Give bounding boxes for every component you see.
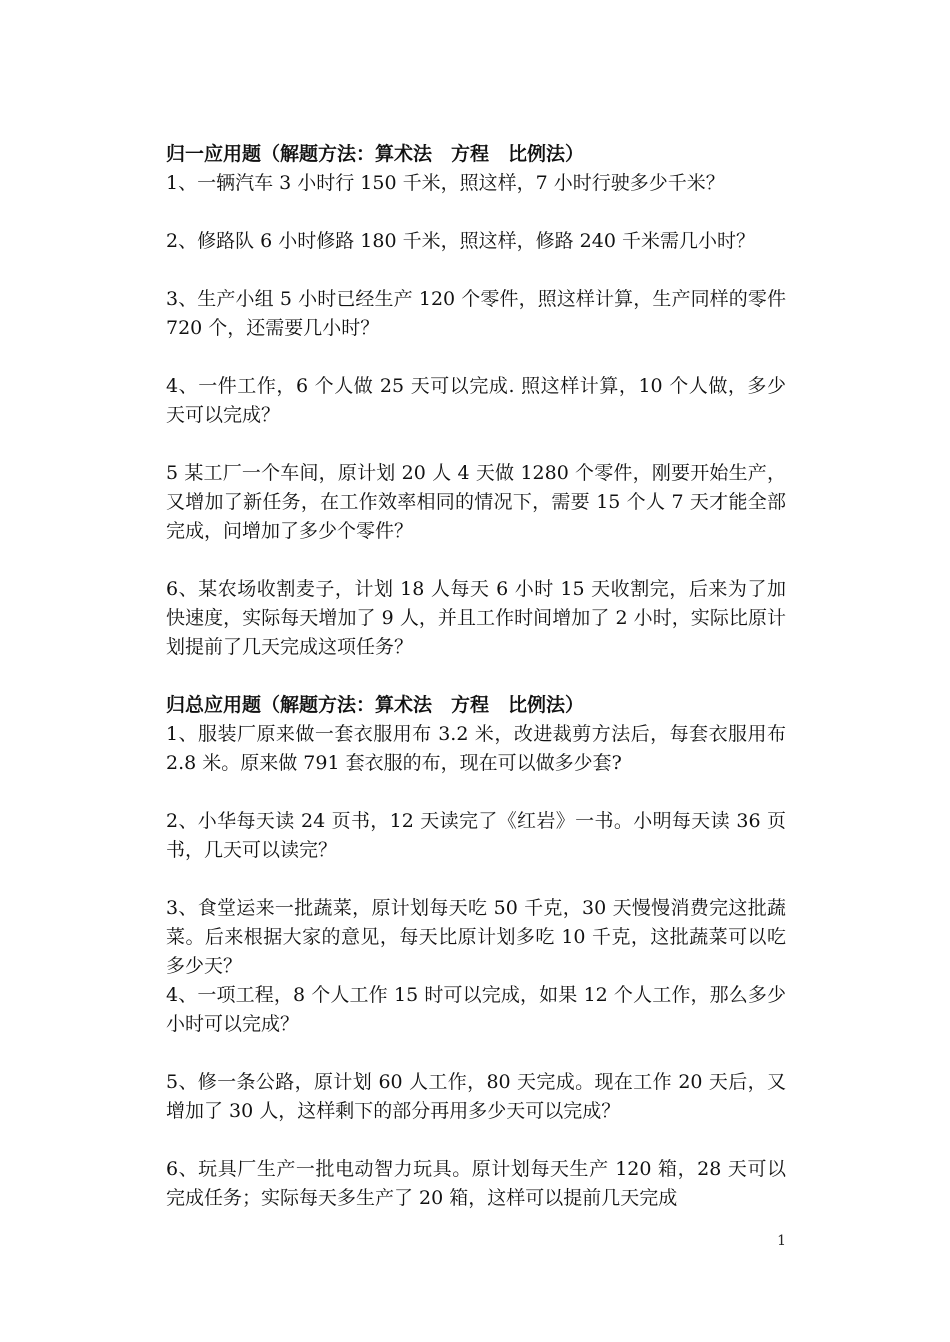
problem-2-4: 4、一项工程，8 个人工作 15 时可以完成，如果 12 个人工作，那么多少小时可以完成？ <box>166 984 786 1035</box>
problem-1-4: 4、一件工作，6 个人做 25 天可以完成. 照这样计算，10 个人做，多少天可以完成？ <box>166 375 786 426</box>
problem-1-1: 1、一辆汽车 3 小时行 150 千米，照这样，7 小时行驶多少千米？ <box>166 172 725 194</box>
page-number: 1 <box>777 1233 786 1249</box>
problem-2-1: 1、服装厂原来做一套衣服用布 3.2 米，改进裁剪方法后，每套衣服用布 2.8 米。原来做 791 套衣服的布，现在可以做多少套? <box>166 723 786 774</box>
section-heading-total: 归总应用题（解题方法：算术法 方程 比例法） <box>166 694 585 716</box>
problem-1-6: 6、某农场收割麦子，计划 18 人每天 6 小时 15 天收割完，后来为了加快速度，实际每天增加了 9 人，并且工作时间增加了 2 小时，实际比原计划提前了几天完成这项任务？ <box>166 578 786 658</box>
problem-1-3: 3、生产小组 5 小时已经生产 120 个零件，照这样计算，生产同样的零件 720 个，还需要几小时？ <box>166 288 786 339</box>
problem-1-2: 2、修路队 6 小时修路 180 千米，照这样，修路 240 千米需几小时？ <box>166 230 755 252</box>
problem-1-5: 5 某工厂一个车间，原计划 20 人 4 天做 1280 个零件，刚要开始生产，又增加了新任务，在工作效率相同的情况下，需要 15 个人 7 天才能全部完成，问增加了多少个零件？ <box>166 462 786 542</box>
problem-2-5: 5、修一条公路，原计划 60 人工作，80 天完成。现在工作 20 天后，又增加了 30 人，这样剩下的部分再用多少天可以完成？ <box>166 1071 786 1122</box>
problem-2-3: 3、食堂运来一批蔬菜，原计划每天吃 50 千克，30 天慢慢消费完这批蔬菜。后来根据大家的意见，每天比原计划多吃 10 千克，这批蔬菜可以吃多少天？ <box>166 897 786 977</box>
problem-2-6: 6、玩具厂生产一批电动智力玩具。原计划每天生产 120 箱，28 天可以完成任务；实际每天多生产了 20 箱，这样可以提前几天完成 <box>166 1158 786 1209</box>
document-body <box>166 140 786 1213</box>
section-heading-unitary: 归一应用题（解题方法：算术法 方程 比例法） <box>166 143 585 165</box>
problem-2-2: 2、小华每天读 24 页书，12 天读完了《红岩》一书。小明每天读 36 页书，几天可以读完？ <box>166 810 786 861</box>
